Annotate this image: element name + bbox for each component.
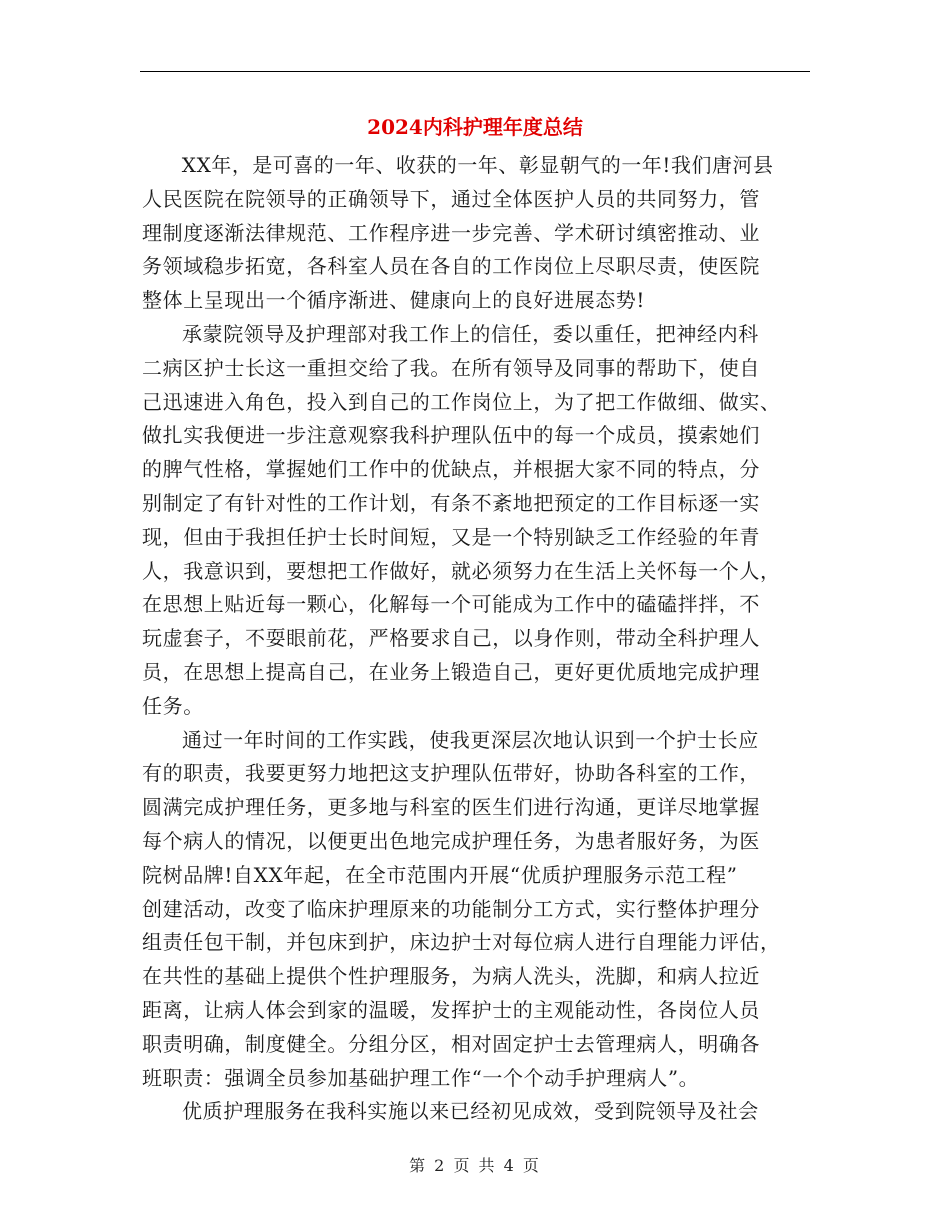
paragraph-line: 理制度逐渐法律规范、工作程序进一步完善、学术研讨缜密推动、业 (142, 220, 760, 245)
paragraph (142, 724, 814, 1096)
paragraph-line: 人民医院在院领导的正确领导下，通过全体医护人员的共同努力，管 (142, 186, 760, 211)
paragraph-line: 距离，让病人体会到家的温暖，发挥护士的主观能动性，各岗位人员 (142, 997, 760, 1022)
paragraph-line: 有的职责，我要更努力地把这支护理队伍带好，协助各科室的工作， (142, 761, 760, 786)
paragraph (142, 318, 814, 724)
paragraph-line: 任务。 (142, 693, 204, 718)
paragraph-line: 做扎实我便进一步注意观察我科护理队伍中的每一个成员，摸索她们 (142, 423, 760, 448)
paragraph (142, 1095, 814, 1129)
paragraph-line: 优质护理服务在我科实施以来已经初见成效，受到院领导及社会 (182, 1099, 759, 1124)
paragraph-line: 圆满完成护理任务，更多地与科室的医生们进行沟通，更详尽地掌握 (142, 795, 760, 820)
paragraph-line: 职责明确，制度健全。分组分区，相对固定护士去管理病人，明确各 (142, 1031, 760, 1056)
paragraph-line: 院树品牌!自XX年起，在全市范围内开展“优质护理服务示范工程” (142, 862, 738, 887)
paragraph-line: 员，在思想上提高自己，在业务上锻造自己，更好更优质地完成护理 (142, 659, 760, 684)
paragraph (142, 149, 814, 318)
paragraph-line: 班职责：强调全员参加基础护理工作“一个个动手护理病人”。 (142, 1065, 700, 1090)
paragraph-line: XX年，是可喜的一年、收获的一年、彰显朝气的一年!我们唐河县 (181, 153, 774, 177)
paragraph-line: 现，但由于我担任护士长时间短，又是一个特别缺乏工作经验的年青 (142, 524, 760, 549)
paragraph-line: 在思想上贴近每一颗心，化解每一个可能成为工作中的磕磕拌拌，不 (142, 592, 760, 617)
document-title: 2024内科护理年度总结 (367, 115, 583, 139)
paragraph-line: 在共性的基础上提供个性护理服务，为病人洗头，洗脚，和病人拉近 (142, 964, 760, 989)
paragraph-line: 别制定了有针对性的工作计划，有条不紊地把预定的工作目标逐一实 (142, 490, 760, 515)
paragraph-line: 二病区护士长这一重担交给了我。在所有领导及同事的帮助下，使自 (142, 355, 760, 380)
paragraph-line: 组责任包干制，并包床到护，床边护士对每位病人进行自理能力评估， (142, 930, 781, 955)
paragraph-line: 己迅速进入角色，投入到自己的工作岗位上，为了把工作做细、做实、 (142, 389, 781, 414)
header-rule (140, 71, 810, 72)
paragraph-line: 的脾气性格，掌握她们工作中的优缺点，并根据大家不同的特点，分 (142, 457, 760, 482)
paragraph-line: 每个病人的情况，以便更出色地完成护理任务，为患者服好务，为医 (142, 828, 760, 853)
paragraph-line: 人，我意识到，要想把工作做好，就必须努力在生活上关怀每一个人， (142, 558, 781, 583)
paragraph-line: 整体上呈现出一个循序渐进、健康向上的良好进展态势! (142, 288, 646, 313)
paragraph-line: 务领域稳步拓宽，各科室人员在各自的工作岗位上尽职尽责，使医院 (142, 254, 760, 279)
paragraph-line: 通过一年时间的工作实践，使我更深层次地认识到一个护士长应 (182, 727, 759, 752)
paragraph-line: 玩虚套子，不耍眼前花，严格要求自己，以身作则，带动全科护理人 (142, 626, 760, 651)
paragraph-line: 创建活动，改变了临床护理原来的功能制分工方式，实行整体护理分 (142, 896, 760, 921)
paragraph-line: 承蒙院领导及护理部对我工作上的信任，委以重任，把神经内科 (182, 321, 759, 346)
document-body (142, 149, 814, 1129)
page-number: 第 2 页 共 4 页 (409, 1156, 541, 1175)
